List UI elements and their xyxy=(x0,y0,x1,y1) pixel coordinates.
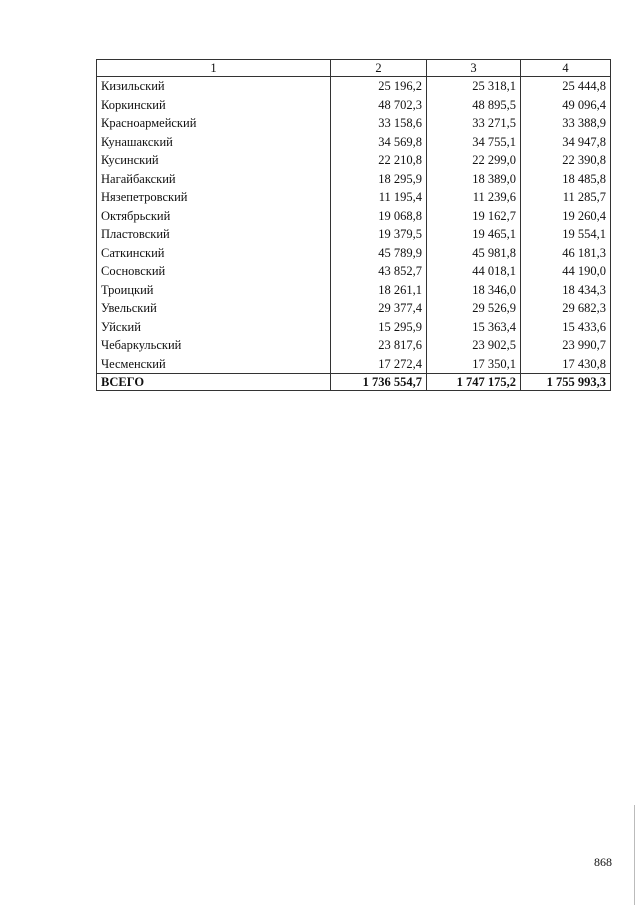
district-name-cell: Чесменский xyxy=(97,355,331,374)
value-cell-col2: 15 295,9 xyxy=(331,318,427,337)
district-name-cell: Нагайбакский xyxy=(97,170,331,189)
value-cell-col2: 18 295,9 xyxy=(331,170,427,189)
district-name-cell: Уйский xyxy=(97,318,331,337)
table-row xyxy=(97,170,611,189)
value-cell-col3: 11 239,6 xyxy=(427,188,521,207)
district-name-cell: Троицкий xyxy=(97,281,331,300)
value-cell-col2: 19 068,8 xyxy=(331,207,427,226)
value-cell-col2: 48 702,3 xyxy=(331,96,427,115)
value-cell-col4: 33 388,9 xyxy=(521,114,611,133)
table-header-row xyxy=(97,60,611,77)
table-row xyxy=(97,299,611,318)
value-cell-col4: 19 554,1 xyxy=(521,225,611,244)
value-cell-col4: 19 260,4 xyxy=(521,207,611,226)
value-cell-col2: 34 569,8 xyxy=(331,133,427,152)
value-cell-col2: 18 261,1 xyxy=(331,281,427,300)
district-name-cell: Красноармейский xyxy=(97,114,331,133)
table-row xyxy=(97,355,611,374)
district-name-cell: Нязепетровский xyxy=(97,188,331,207)
column-header-4: 4 xyxy=(521,60,611,77)
table-row xyxy=(97,188,611,207)
value-cell-col4: 17 430,8 xyxy=(521,355,611,374)
table-row xyxy=(97,336,611,355)
value-cell-col2: 19 379,5 xyxy=(331,225,427,244)
value-cell-col4: 44 190,0 xyxy=(521,262,611,281)
table-row xyxy=(97,262,611,281)
district-name-cell: Кунашакский xyxy=(97,133,331,152)
page-number: 868 xyxy=(594,855,612,869)
column-header-1: 1 xyxy=(97,60,331,77)
value-cell-col3: 18 346,0 xyxy=(427,281,521,300)
value-cell-col2: 23 817,6 xyxy=(331,336,427,355)
table-row xyxy=(97,207,611,226)
value-cell-col3: 44 018,1 xyxy=(427,262,521,281)
table-row xyxy=(97,318,611,337)
district-name-cell: Коркинский xyxy=(97,96,331,115)
value-cell-col2: 25 196,2 xyxy=(331,77,427,96)
value-cell-col4: 34 947,8 xyxy=(521,133,611,152)
district-name-cell: Чебаркульский xyxy=(97,336,331,355)
value-cell-col4: 18 485,8 xyxy=(521,170,611,189)
value-cell-col4: 18 434,3 xyxy=(521,281,611,300)
district-name-cell: Кизильский xyxy=(97,77,331,96)
value-cell-col3: 17 350,1 xyxy=(427,355,521,374)
district-name-cell: Саткинский xyxy=(97,244,331,263)
data-table xyxy=(96,59,611,391)
table-row xyxy=(97,225,611,244)
value-cell-col4: 46 181,3 xyxy=(521,244,611,263)
table-row xyxy=(97,77,611,96)
value-cell-col2: 43 852,7 xyxy=(331,262,427,281)
total-value-col4: 1 755 993,3 xyxy=(521,374,611,391)
value-cell-col2: 22 210,8 xyxy=(331,151,427,170)
value-cell-col2: 29 377,4 xyxy=(331,299,427,318)
table-body xyxy=(97,77,611,374)
value-cell-col2: 17 272,4 xyxy=(331,355,427,374)
table-row xyxy=(97,114,611,133)
total-value-col3: 1 747 175,2 xyxy=(427,374,521,391)
total-row xyxy=(97,374,611,391)
value-cell-col3: 22 299,0 xyxy=(427,151,521,170)
table-row xyxy=(97,281,611,300)
table-row xyxy=(97,151,611,170)
district-name-cell: Пластовский xyxy=(97,225,331,244)
value-cell-col4: 15 433,6 xyxy=(521,318,611,337)
value-cell-col3: 45 981,8 xyxy=(427,244,521,263)
value-cell-col2: 45 789,9 xyxy=(331,244,427,263)
value-cell-col3: 29 526,9 xyxy=(427,299,521,318)
value-cell-col4: 23 990,7 xyxy=(521,336,611,355)
value-cell-col3: 33 271,5 xyxy=(427,114,521,133)
total-label: ВСЕГО xyxy=(97,374,331,391)
district-name-cell: Кусинский xyxy=(97,151,331,170)
value-cell-col3: 15 363,4 xyxy=(427,318,521,337)
table-row xyxy=(97,133,611,152)
value-cell-col3: 23 902,5 xyxy=(427,336,521,355)
value-cell-col3: 48 895,5 xyxy=(427,96,521,115)
scan-edge-line xyxy=(634,805,635,905)
column-header-3: 3 xyxy=(427,60,521,77)
value-cell-col2: 11 195,4 xyxy=(331,188,427,207)
column-header-2: 2 xyxy=(331,60,427,77)
value-cell-col3: 25 318,1 xyxy=(427,77,521,96)
value-cell-col3: 18 389,0 xyxy=(427,170,521,189)
value-cell-col3: 34 755,1 xyxy=(427,133,521,152)
district-name-cell: Сосновский xyxy=(97,262,331,281)
table-row xyxy=(97,244,611,263)
value-cell-col4: 22 390,8 xyxy=(521,151,611,170)
district-name-cell: Увельский xyxy=(97,299,331,318)
value-cell-col4: 29 682,3 xyxy=(521,299,611,318)
value-cell-col3: 19 465,1 xyxy=(427,225,521,244)
value-cell-col4: 49 096,4 xyxy=(521,96,611,115)
value-cell-col4: 25 444,8 xyxy=(521,77,611,96)
value-cell-col2: 33 158,6 xyxy=(331,114,427,133)
total-value-col2: 1 736 554,7 xyxy=(331,374,427,391)
table-row xyxy=(97,96,611,115)
district-name-cell: Октябрьский xyxy=(97,207,331,226)
value-cell-col4: 11 285,7 xyxy=(521,188,611,207)
value-cell-col3: 19 162,7 xyxy=(427,207,521,226)
